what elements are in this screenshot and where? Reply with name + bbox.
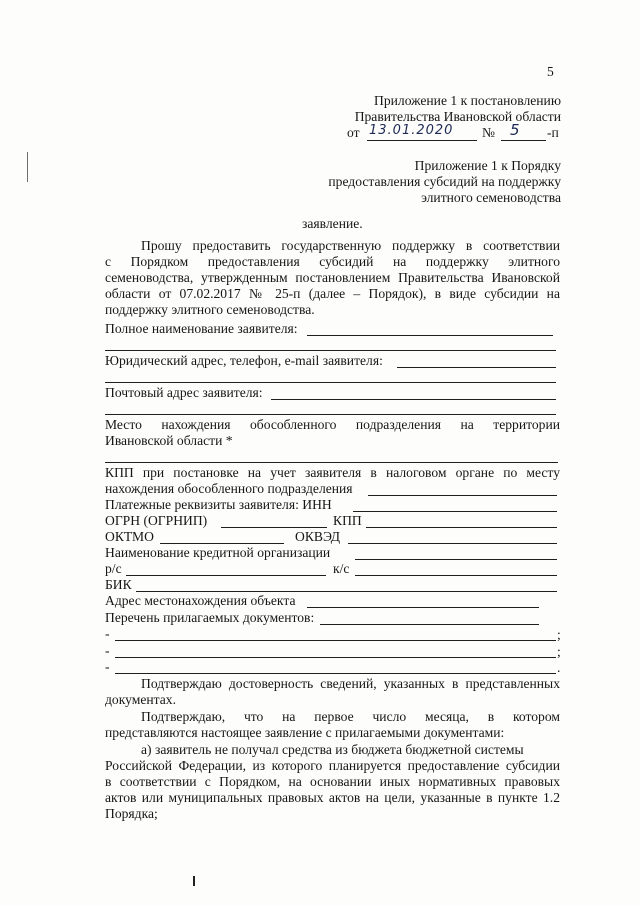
document-line-1-bullet: - [105,626,110,641]
bank-name-field[interactable] [355,559,557,560]
kpp-short-field[interactable] [366,527,557,528]
page-number: 5 [547,64,554,79]
from-label: от [347,125,360,140]
okved-label: ОКВЭД [295,529,341,544]
object-address-field[interactable] [307,607,539,608]
ogrn-field[interactable] [221,527,327,528]
bik-label: БИК [105,577,132,592]
decree-number-underline [501,140,546,141]
item-a-line5: Порядка; [105,806,158,821]
location-label-line1: Место нахождения обособленного подразделения на территории [105,417,560,432]
legal-address-field[interactable] [397,367,556,368]
appendix-procedure-line3: элитного семеноводства [421,190,561,205]
kpp-field[interactable] [368,495,557,496]
documents-list-label: Перечень прилагаемых документов: [105,610,315,625]
decree-date-underline [367,140,477,141]
full-name-field[interactable] [307,335,553,336]
intro-line-1: Прошу предоставить государственную поддержку в соответствии [141,238,560,253]
intro-line-3: семеноводства, утвержденным постановлением Правительства Ивановской [105,270,560,285]
kpp-label-line2: нахождения обособленного подразделения [105,481,353,496]
corr-account-label: к/с [333,561,350,576]
okved-field[interactable] [348,543,557,544]
appendix-decree-date-row [347,121,565,143]
bank-name-label: Наименование кредитной организации [105,545,331,560]
number-sign: № [482,125,495,140]
item-a-line1: а) заявитель не получал средства из бюджета бюджетной системы [141,742,524,757]
location-label-line2: Ивановской области * [105,433,233,448]
full-name-label: Полное наименование заявителя: [105,321,298,336]
inn-field[interactable] [353,511,557,512]
intro-line-5: поддержку элитного семеноводства. [105,302,315,317]
postal-address-field[interactable] [271,399,556,400]
full-name-field-2[interactable] [105,350,556,351]
document-title: заявление. [302,216,363,231]
documents-list-field[interactable] [320,624,539,625]
legal-address-label: Юридический адрес, телефон, e-mail заявителя: [105,353,383,368]
item-a-line2: Российской Федерации, из которого планируется предоставление субсидии [105,758,560,773]
confirm1-line2: документах. [105,692,176,707]
bik-field[interactable] [136,591,557,592]
document-line-3-field[interactable] [115,673,556,674]
corr-account-field[interactable] [355,575,557,576]
decree-number-suffix: -п [547,125,559,140]
location-field[interactable] [105,462,558,463]
oktmo-field[interactable] [160,543,284,544]
postal-address-label: Почтовый адрес заявителя: [105,385,263,400]
decree-date: 13.01.2020 [369,123,454,138]
legal-address-field-2[interactable] [105,382,556,383]
document-line-3-bullet: - [105,659,110,674]
decree-number: 5 [510,121,521,139]
document-line-1-field[interactable] [115,640,556,641]
document-line-3-end: . [557,660,561,675]
object-address-label: Адрес местонахождения объекта [105,593,296,608]
scan-mark-left [27,152,28,182]
scan-mark-bottom [193,876,195,886]
item-a-line4: актов или муниципальных правовых актов на цели, указанные в пункте 1.2 [105,790,560,805]
appendix-procedure-line1: Приложение 1 к Порядку [414,158,561,173]
appendix-decree-line1: Приложение 1 к постановлению [374,93,561,108]
appendix-procedure-line2: предоставления субсидий на поддержку [328,174,561,189]
document-line-2-bullet: - [105,643,110,658]
oktmo-label: ОКТМО [105,529,154,544]
confirm2-line2: представляются настоящее заявление с прилагаемыми документами: [105,725,505,740]
postal-address-field-2[interactable] [105,414,556,415]
intro-line-2: с Порядком предоставления субсидий на поддержку элитного [105,254,560,269]
document-line-1-end: ; [557,627,561,642]
appendix-decree-line2: Правительства Ивановской области [354,109,561,124]
payment-details-label: Платежные реквизиты заявителя: ИНН [105,497,332,512]
account-field[interactable] [126,575,326,576]
item-a-line3: в соответствии с Порядком, на основании иных нормативных правовых [105,774,560,789]
confirm2-line1: Подтверждаю, что на первое число месяца, в котором [141,709,560,724]
intro-line-4: области от 07.02.2017 № 25-п (далее – Порядок), в виде субсидии на [105,286,560,301]
document-line-2-end: ; [557,644,561,659]
kpp-short-label: КПП [333,513,362,528]
account-label: р/с [105,561,122,576]
kpp-label-line1: КПП при постановке на учет заявителя в налоговом органе по месту [105,465,560,480]
ogrn-label: ОГРН (ОГРНИП) [105,513,208,528]
confirm1-line1: Подтверждаю достоверность сведений, указанных в представленных [141,676,560,691]
document-line-2-field[interactable] [115,657,556,658]
